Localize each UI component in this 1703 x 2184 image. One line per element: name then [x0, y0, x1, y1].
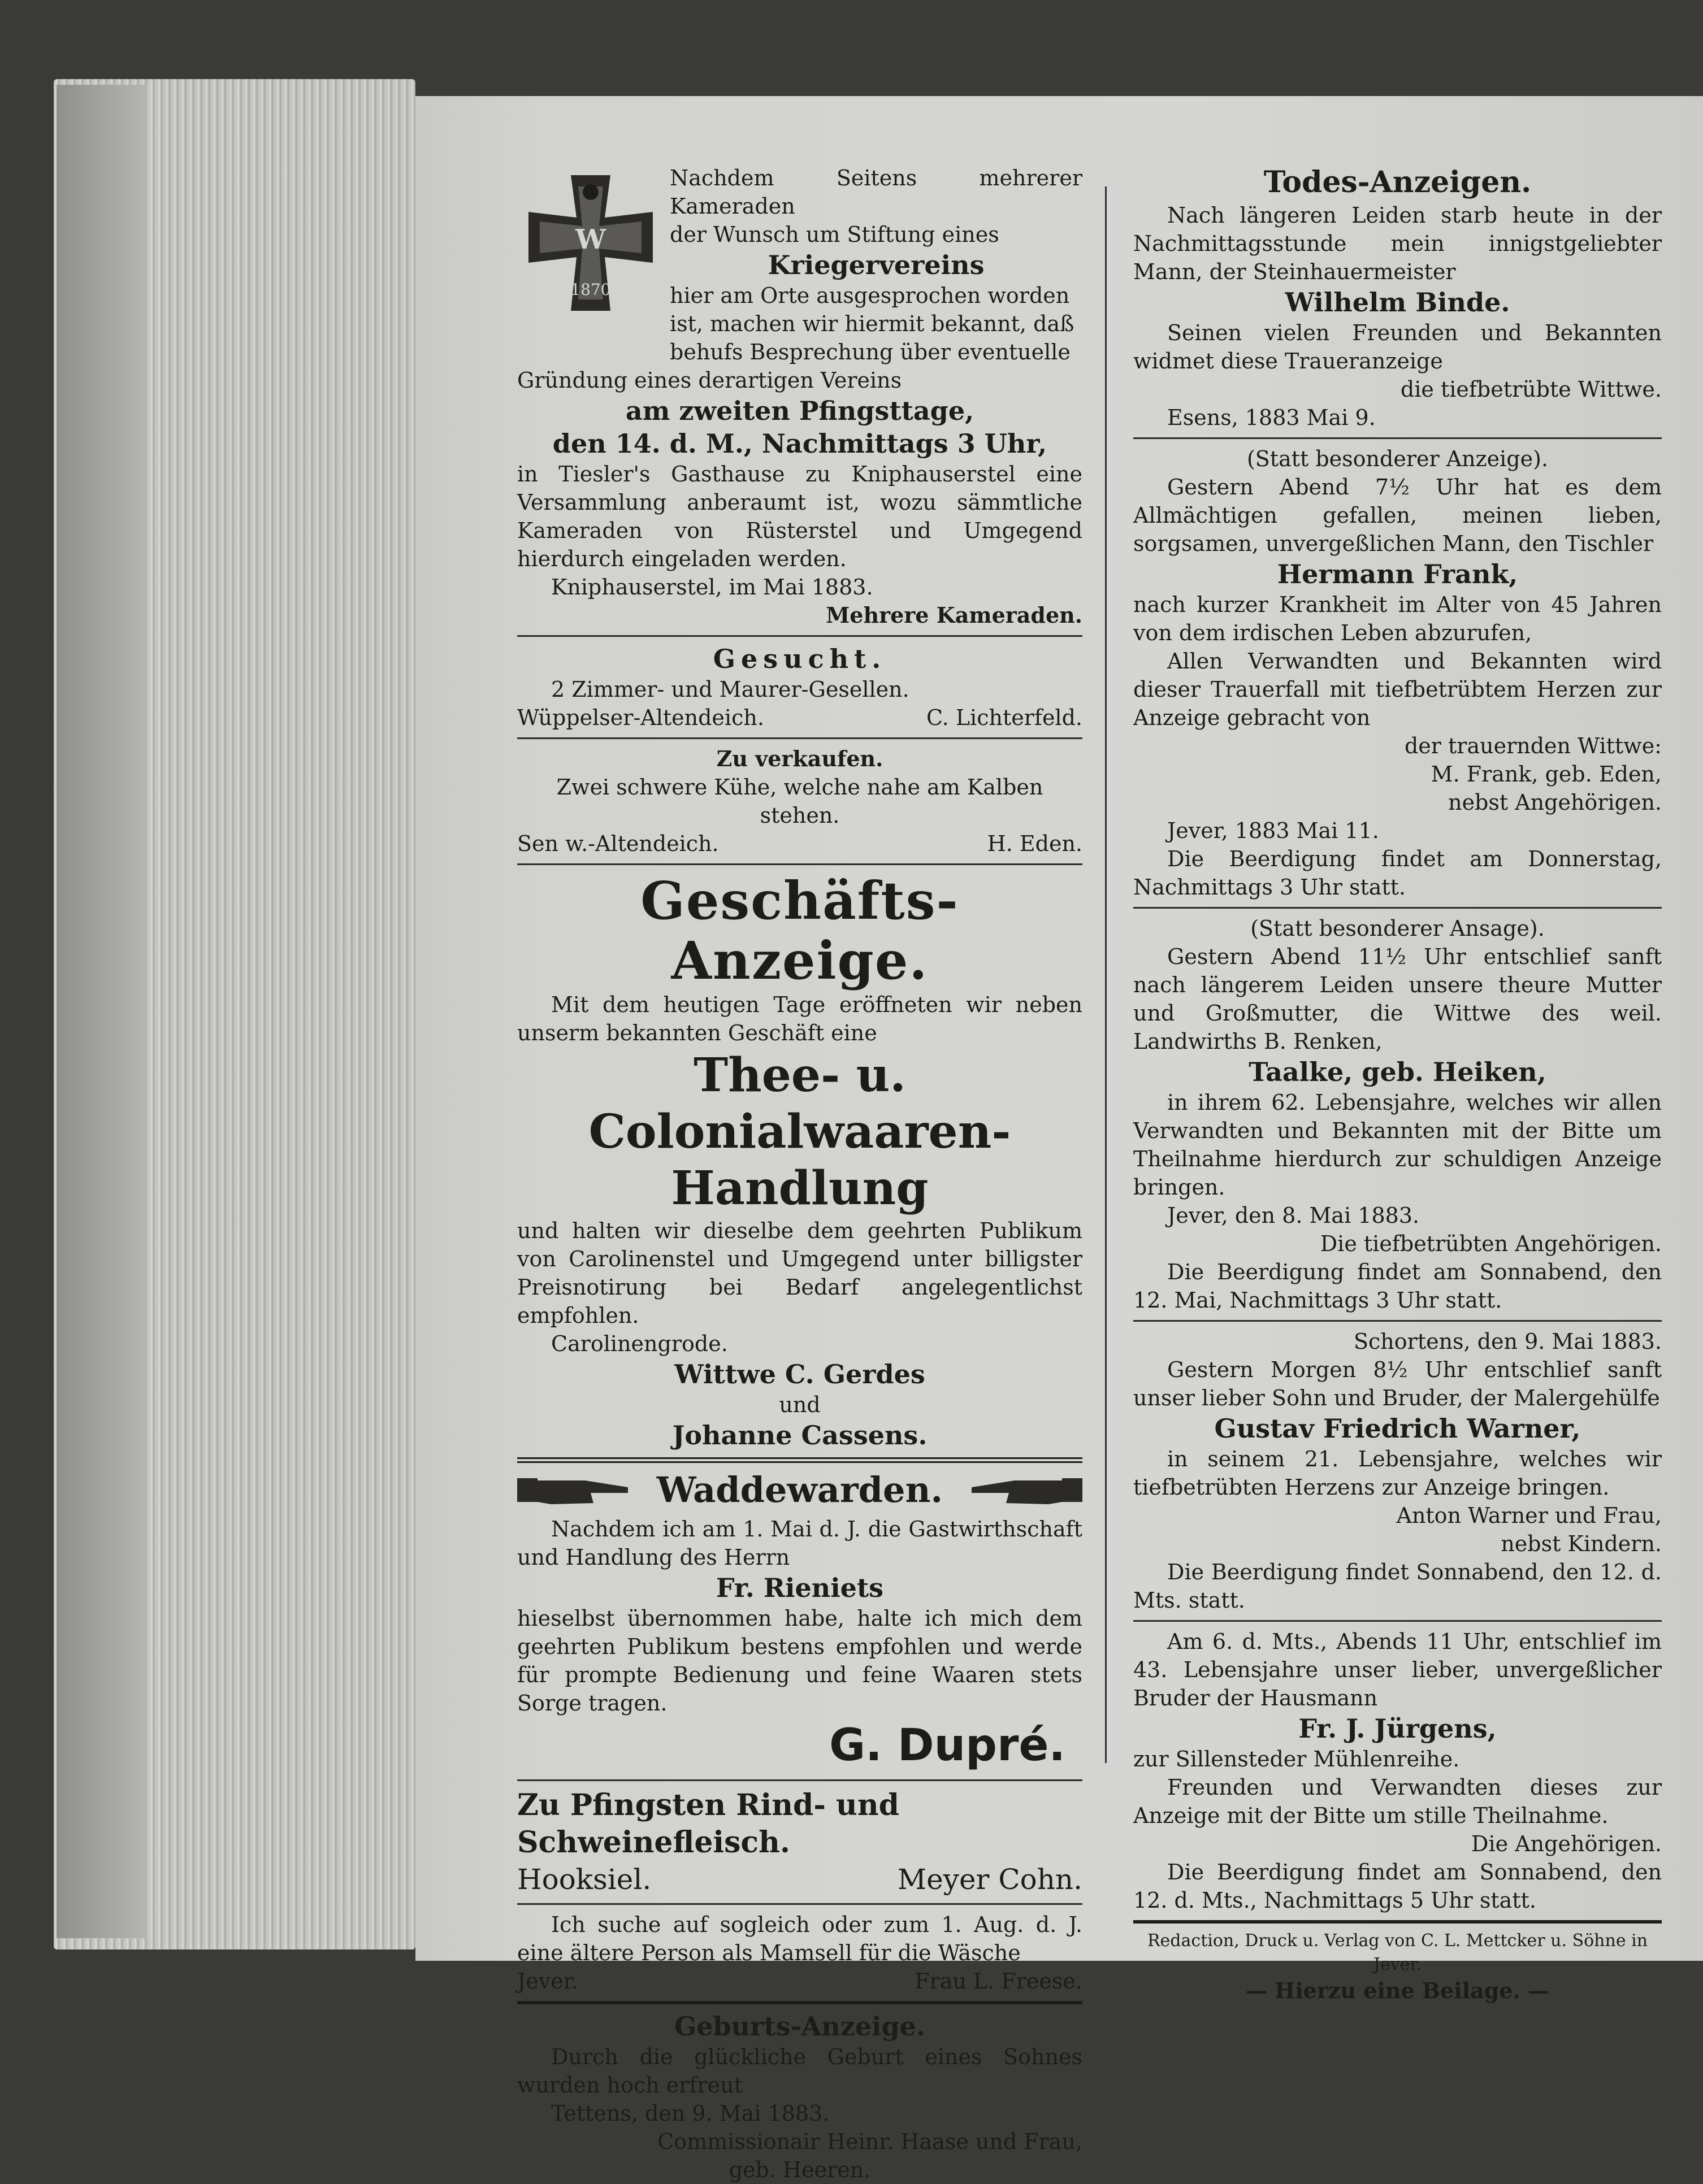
heiken-body-2: in ihrem 62. Lebensjahre, welches wir allen Verwandten und Bekannten mit der Bitte um Theilnahme hierdurch zur schuldigen Anzeige bringen.: [1133, 1090, 1662, 1200]
verkaufen-row: [517, 830, 1082, 858]
rule-r1: [1133, 437, 1662, 439]
geschaeft-intro: Mit dem heutigen Tage eröffneten wir neben unserm bekannten Geschäft eine: [517, 992, 1082, 1045]
heiken-name: Taalke, geb. Heiken,: [1249, 1057, 1546, 1087]
rule-4: [517, 1457, 1082, 1463]
juergens-body-3: Freunden und Verwandten dieses zur Anzeige mit der Bitte um stille Theilnahme.: [1133, 1775, 1662, 1828]
juergens-sig: Die Angehörigen.: [1471, 1831, 1662, 1856]
rule-2: [517, 737, 1082, 739]
rule-r5: [1133, 1920, 1662, 1924]
frank-note: (Statt besonderer Anzeige).: [1246, 446, 1549, 471]
waddewarden-notice: [517, 1469, 1082, 1774]
rule-6: [517, 1903, 1082, 1905]
beilage-note: — Hierzu eine Beilage. —: [1246, 1978, 1549, 2003]
frank-body-2: nach kurzer Krankheit im Alter von 45 Jahren von dem irdischen Leben abzurufen,: [1133, 592, 1662, 645]
heiken-funeral: Die Beerdigung findet am Sonnabend, den 12. Mai, Nachmittags 3 Uhr statt.: [1133, 1260, 1662, 1313]
geschaeft-body: und halten wir dieselbe dem geehrten Publikum von Carolinenstel und Umgegend unter billigster Preisnotirung bei Bedarf angelegentlichst empfohlen.: [517, 1218, 1082, 1328]
krieger-line-5: behufs Besprechung über eventuelle: [670, 340, 1071, 364]
book-cover-edge: [57, 85, 147, 1938]
iron-cross-icon: [517, 164, 664, 322]
waddewarden-heading: Waddewarden.: [656, 1469, 943, 1510]
krieger-heading: Kriegervereins: [768, 250, 985, 280]
geburt-sig-2: geb. Heeren.: [729, 2157, 871, 2182]
krieger-header-block: [517, 164, 1082, 366]
right-column: [1133, 164, 1662, 2005]
gesucht-name: C. Lichterfeld.: [926, 705, 1082, 730]
rule-r3: [1133, 1320, 1662, 1322]
warner-name: Gustav Friedrich Warner,: [1214, 1413, 1581, 1444]
frank-notice: [1133, 445, 1662, 901]
warner-funeral: Die Beerdigung findet Sonnabend, den 12. d. Mts. statt.: [1133, 1560, 1662, 1613]
verkaufen-notice: [517, 745, 1082, 858]
waddewarden-body: hieselbst übernommen habe, halte ich mich dem geehrten Publikum bestens empfohlen und werde für prompte Bedienung und feine Waaren stets Sorge tragen.: [517, 1606, 1082, 1716]
geschaeft-sig-und: und: [779, 1392, 821, 1417]
geschaeft-place: Carolinengrode.: [551, 1331, 728, 1356]
waddewarden-name: Fr. Rieniets: [716, 1573, 884, 1603]
rule-r2: [1133, 907, 1662, 909]
warner-place: Schortens, den 9. Mai 1883.: [1353, 1329, 1662, 1354]
juergens-notice: [1133, 1627, 1662, 1914]
mamsell-name: Frau L. Freese.: [915, 1969, 1082, 1994]
krieger-body: in Tiesler's Gasthause zu Kniphauserstel eine Versammlung anberaumt ist, wozu sämmtliche Kameraden von Rüsterstel und Umgegend hierdurch eingeladen werden.: [517, 462, 1082, 571]
heiken-sig: Die tiefbetrübten Angehörigen.: [1320, 1231, 1662, 1256]
geburt-sig-1: Commissionair Heinr. Haase und Frau,: [657, 2129, 1082, 2154]
krieger-line-6: Gründung eines derartigen Vereins: [517, 368, 902, 393]
pointing-hand-right-icon: [517, 1470, 630, 1510]
krieger-line-4: ist, machen wir hiermit bekannt, daß: [670, 311, 1074, 336]
verkaufen-place: Sen w.-Altendeich.: [517, 831, 719, 856]
geschaeft-sig-1: Wittwe C. Gerdes: [674, 1359, 925, 1390]
gesucht-row: [517, 704, 1082, 732]
pfingsten-name: Meyer Cohn.: [897, 1863, 1082, 1896]
geburts-anzeige: [517, 2010, 1082, 2184]
krieger-place: Kniphauserstel, im Mai 1883.: [551, 575, 873, 600]
warner-sig-2: nebst Kindern.: [1501, 1531, 1662, 1556]
rule-1: [517, 635, 1082, 637]
gesucht-notice: [517, 642, 1082, 732]
left-column: [517, 164, 1082, 2184]
krieger-line-2: der Wunsch um Stiftung eines: [670, 222, 999, 247]
geschaeft-big-2: Handlung: [671, 1161, 929, 1215]
pfingsten-place: Hooksiel.: [517, 1863, 652, 1896]
krieger-line-3: hier am Orte ausgesprochen worden: [670, 283, 1070, 308]
frank-funeral: Die Beerdigung findet am Donnerstag, Nachmittags 3 Uhr statt.: [1133, 846, 1662, 900]
pfingsten-row: [517, 1861, 1082, 1898]
binde-body-2: Seinen vielen Freunden und Bekannten widmet diese Traueranzeige: [1133, 320, 1662, 374]
verkaufen-heading: Zu verkaufen.: [716, 746, 883, 771]
frank-body-3: Allen Verwandten und Bekannten wird dieser Trauerfall mit tiefbetrübtem Herzen zur Anzeige gebracht von: [1133, 649, 1662, 730]
rule-5: [517, 1779, 1082, 1781]
krieger-verein-notice: [517, 164, 1082, 629]
heiken-note: (Statt besonderer Ansage).: [1250, 916, 1545, 941]
cross-year: 1870: [570, 280, 611, 299]
warner-notice: [1133, 1327, 1662, 1614]
pfingsten-notice: [517, 1787, 1082, 1898]
verkaufen-name: H. Eden.: [987, 831, 1082, 856]
imprint: Redaction, Druck u. Verlag von C. L. Mettcker u. Söhne in Jever.: [1147, 1931, 1648, 1974]
rule-r4: [1133, 1620, 1662, 1622]
gesucht-place: Wüppelser-Altendeich.: [517, 705, 764, 730]
geburt-place: Tettens, den 9. Mai 1883.: [551, 2101, 830, 2126]
frank-place: Jever, 1883 Mai 11.: [1167, 818, 1379, 843]
gesucht-line: 2 Zimmer- und Maurer-Gesellen.: [551, 677, 909, 702]
pointing-hand-left-icon: [969, 1470, 1082, 1510]
waddewarden-intro: Nachdem ich am 1. Mai d. J. die Gastwirthschaft und Handlung des Herrn: [517, 1517, 1082, 1570]
binde-name: Wilhelm Binde.: [1285, 287, 1510, 318]
krieger-intro: [670, 164, 1082, 366]
heiken-place: Jever, den 8. Mai 1883.: [1167, 1203, 1420, 1228]
heiken-notice: [1133, 914, 1662, 1314]
geburt-heading: Geburts-Anzeige.: [674, 2011, 926, 2042]
frank-sig-3: nebst Angehörigen.: [1448, 790, 1662, 815]
verkaufen-line: Zwei schwere Kühe, welche nahe am Kalben stehen.: [556, 775, 1043, 828]
mamsell-notice: [517, 1911, 1082, 1995]
todes-heading: Todes-Anzeigen.: [1263, 165, 1532, 199]
waddewarden-header: [517, 1469, 1082, 1512]
mamsell-place: Jever.: [517, 1969, 578, 1994]
heiken-body: Gestern Abend 11½ Uhr entschlief sanft nach längerem Leiden unsere theure Mutter und Großmutter, die Wittwe des weil. Landwirths B. Renken,: [1133, 944, 1662, 1054]
column-divider: [1105, 186, 1107, 1763]
frank-name: Hermann Frank,: [1277, 559, 1518, 589]
juergens-body: Am 6. d. Mts., Abends 11 Uhr, entschlief im 43. Lebensjahre unser lieber, unvergeßlicher Bruder der Hausmann: [1133, 1629, 1662, 1710]
juergens-name: Fr. J. Jürgens,: [1298, 1713, 1497, 1744]
juergens-funeral: Die Beerdigung findet am Sonnabend, den 12. d. Mts., Nachmittags 5 Uhr statt.: [1133, 1860, 1662, 1913]
krieger-date-2: den 14. d. M., Nachmittags 3 Uhr,: [552, 428, 1047, 459]
rule-7: [517, 2001, 1082, 2004]
geschaeft-heading: Geschäfts-Anzeige.: [640, 870, 959, 991]
binde-sig: die tiefbetrübte Wittwe.: [1400, 377, 1662, 402]
geburt-body: Durch die glückliche Geburt eines Sohnes wurden hoch erfreut: [517, 2044, 1082, 2098]
gesucht-heading: Gesucht.: [713, 644, 887, 674]
warner-body: Gestern Morgen 8½ Uhr entschlief sanft unser lieber Sohn und Bruder, der Malergehülfe: [1133, 1357, 1662, 1410]
geschaefts-anzeige: [517, 871, 1082, 1452]
mamsell-row: [517, 1967, 1082, 1995]
mamsell-body: Ich suche auf sogleich oder zum 1. Aug. d. J. eine ältere Person als Mamsell für die Wäsche: [517, 1912, 1082, 1965]
binde-body: Nach längeren Leiden starb heute in der Nachmittagsstunde mein innigstgeliebter Mann, der Steinhauermeister: [1133, 203, 1662, 284]
binde-place: Esens, 1883 Mai 9.: [1167, 405, 1376, 430]
krieger-signature: Mehrere Kameraden.: [826, 602, 1082, 628]
rule-3: [517, 863, 1082, 865]
geschaeft-big-1: Thee- u. Colonialwaaren-: [588, 1048, 1011, 1159]
krieger-line-1: Nachdem Seitens mehrerer Kameraden: [670, 166, 1082, 219]
frank-sig-1: der trauernden Wittwe:: [1404, 733, 1662, 758]
warner-body-2: in seinem 21. Lebensjahre, welches wir tiefbetrübten Herzens zur Anzeige bringen.: [1133, 1447, 1662, 1500]
binde-notice: [1133, 201, 1662, 432]
geschaeft-sig-2: Johanne Cassens.: [672, 1420, 928, 1451]
frank-body: Gestern Abend 7½ Uhr hat es dem Allmächtigen gefallen, meinen lieben, sorgsamen, unvergeßlichen Mann, den Tischler: [1133, 475, 1662, 556]
warner-sig-1: Anton Warner und Frau,: [1396, 1503, 1662, 1528]
frank-sig-2: M. Frank, geb. Eden,: [1431, 762, 1662, 787]
juergens-body-2: zur Sillensteder Mühlenreihe.: [1133, 1747, 1460, 1771]
pfingsten-heading: Zu Pfingsten Rind- und Schweinefleisch.: [517, 1788, 900, 1860]
waddewarden-signature: G. Dupré.: [829, 1720, 1065, 1771]
cross-letter: W: [575, 224, 606, 255]
krieger-date-1: am zweiten Pfingsttage,: [625, 396, 974, 426]
